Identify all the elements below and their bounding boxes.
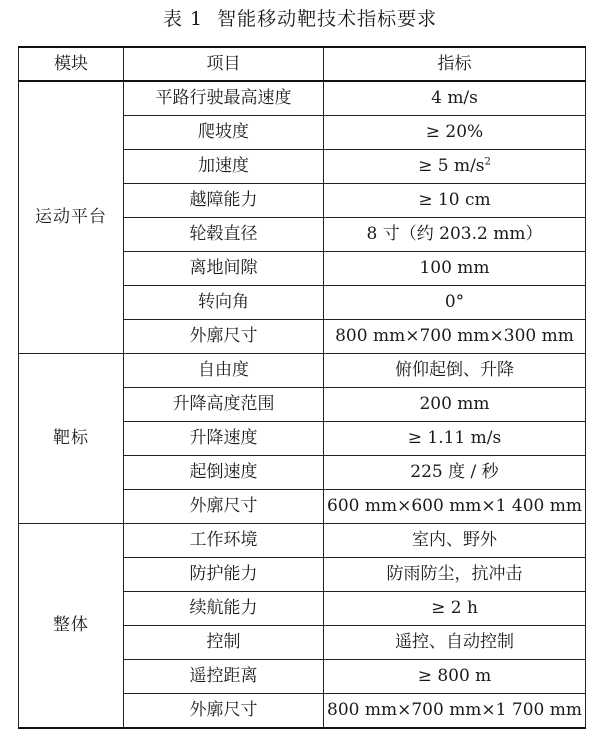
value-cell: 遥控、自动控制 [324,626,586,660]
table-row [19,81,586,116]
item-cell: 起倒速度 [124,456,324,490]
item-cell: 外廓尺寸 [124,490,324,524]
header-item: 项目 [124,47,324,81]
item-cell: 防护能力 [124,558,324,592]
item-cell: 升降速度 [124,422,324,456]
item-cell: 自由度 [124,354,324,388]
item-cell: 外廓尺寸 [124,320,324,354]
value-cell: 225 度 / 秒 [324,456,586,490]
item-cell: 外廓尺寸 [124,694,324,729]
value-cell: 100 mm [324,252,586,286]
module-cell: 运动平台 [19,81,124,354]
header-module: 模块 [19,47,124,81]
table-header-row [19,47,586,81]
module-cell: 整体 [19,524,124,729]
value-cell: 俯仰起倒、升降 [324,354,586,388]
value-cell: 8 寸（约 203.2 mm） [324,218,586,252]
value-cell: 800 mm×700 mm×300 mm [324,320,586,354]
item-cell: 平路行驶最高速度 [124,81,324,116]
item-cell: 转向角 [124,286,324,320]
value-cell [324,150,586,184]
item-cell: 升降高度范围 [124,388,324,422]
table-row [19,524,586,558]
value-cell: ≥ 20% [324,116,586,150]
table-row [19,354,586,388]
value-cell: ≥ 2 h [324,592,586,626]
item-cell: 遥控距离 [124,660,324,694]
value-cell: 4 m/s [324,81,586,116]
value-text: ≥ 5 m/s [418,156,485,176]
table-caption [0,4,600,34]
table-number: 表 1 [162,8,204,30]
value-cell: 防雨防尘，抗冲击 [324,558,586,592]
value-cell: ≥ 10 cm [324,184,586,218]
item-cell: 续航能力 [124,592,324,626]
item-cell: 加速度 [124,150,324,184]
value-superscript: 2 [484,156,491,168]
item-cell: 工作环境 [124,524,324,558]
value-cell: 室内、野外 [324,524,586,558]
item-cell: 越障能力 [124,184,324,218]
item-cell: 爬坡度 [124,116,324,150]
value-cell: ≥ 1.11 m/s [324,422,586,456]
table-body [19,81,586,728]
item-cell: 轮毂直径 [124,218,324,252]
header-value: 指标 [324,47,586,81]
module-cell: 靶标 [19,354,124,524]
item-cell: 离地间隙 [124,252,324,286]
value-cell: 600 mm×600 mm×1 400 mm [324,490,586,524]
spec-table [18,46,586,729]
table-title: 智能移动靶技术指标要求 [217,8,438,30]
value-cell: 200 mm [324,388,586,422]
value-cell: ≥ 800 m [324,660,586,694]
value-cell: 0° [324,286,586,320]
item-cell: 控制 [124,626,324,660]
value-cell: 800 mm×700 mm×1 700 mm [324,694,586,729]
